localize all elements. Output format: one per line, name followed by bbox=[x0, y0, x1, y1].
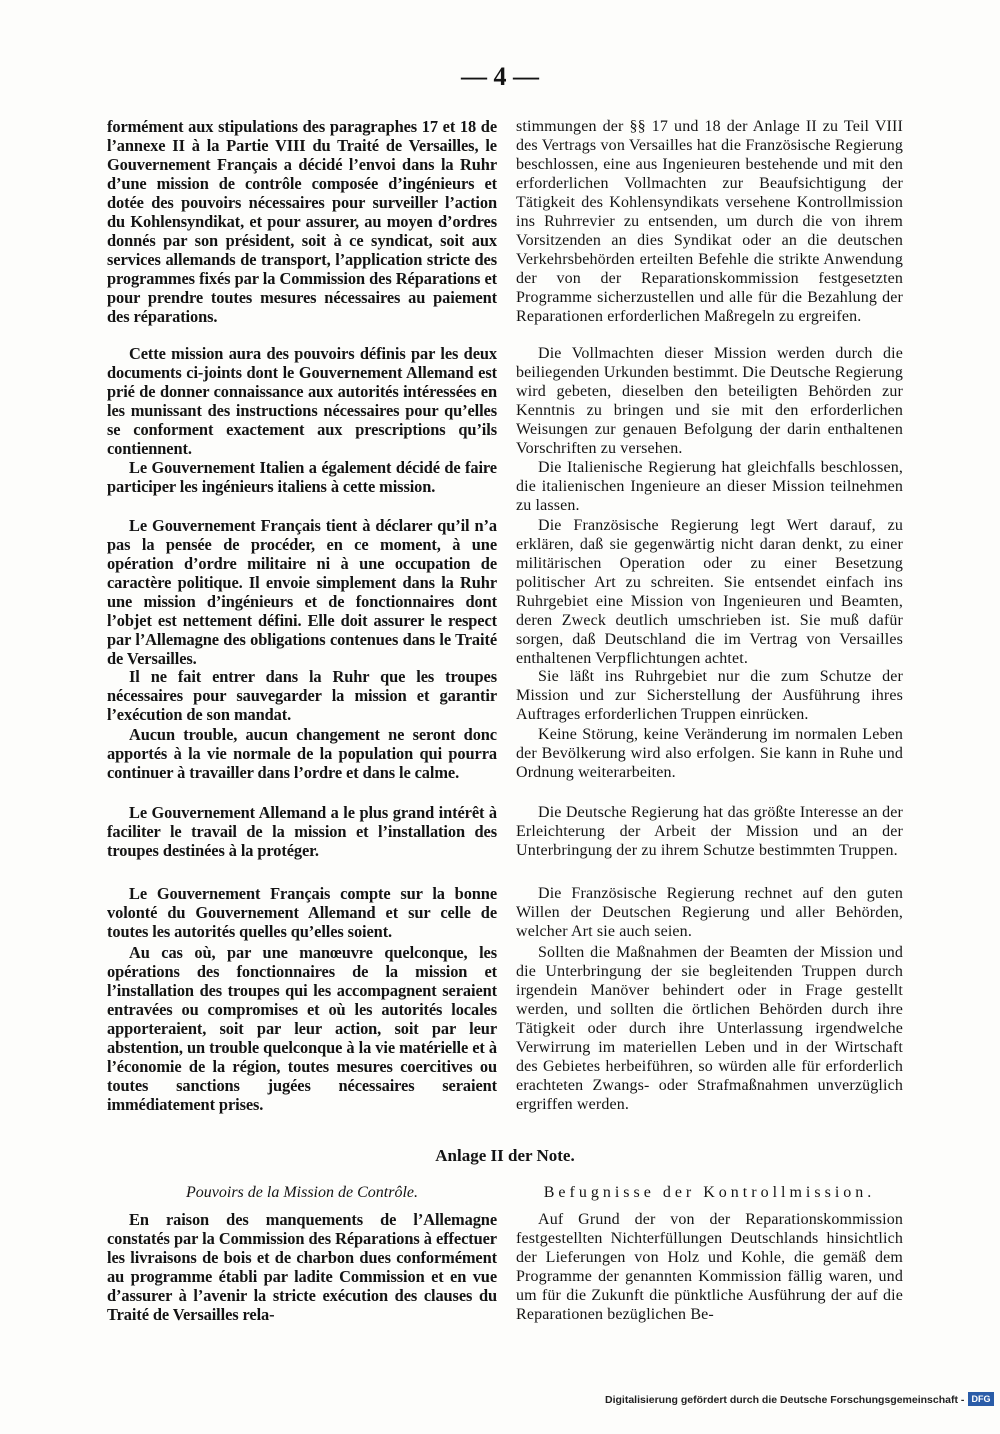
fr-para-1: formément aux stipulations des paragraphes 17 et 18 de l’annexe II à la Partie VIII du Traité de Versailles, le Gouvernement Français a décidé l’envoi dans la Ruhr d’une mission de contrôle composée d’ingénieurs et dotée des pouvoirs nécessaires pour surveiller l’action du Kohlensyndikat, et pour assurer, au moyen d’ordres donnés par son président, soit à ce syndicat, soit aux services allemands de transport, l’application stricte des programmes fixés par la Commission des Réparations et pour prendre toutes mesures nécessaires au paiement des réparations. bbox=[107, 117, 497, 326]
funding-notice: Digitalisierung gefördert durch die Deutsche Forschungsgemeinschaft - bbox=[605, 1394, 965, 1406]
de-para-3: Die Italienische Regierung hat gleichfalls beschlossen, die italienischen Ingenieure an dieser Mission teilnehmen zu lassen. bbox=[516, 459, 903, 514]
dfg-logo: DFG bbox=[968, 1392, 994, 1406]
de-para-9: Sollten die Maßnahmen der Beamten der Mission und die Unterbringung der sie begleitenden Truppen durch irgendein Manöver behindert oder in Frage gestellt werden, und sollten die örtlichen Behörden durch ihre Tätigkeit oder durch ihre Unterlassung irgendwelche Verwirrung im materiellen Leben und in der Wirtschaft des Gebietes herbeiführen, so würden alle für erforderlich erachteten Zwangs- oder Strafmaßnahmen unverzüglich ergriffen werden. bbox=[516, 944, 903, 1113]
de-para-5: Sie läßt ins Ruhrgebiet nur die zum Schutze der Mission und zur Sicherstellung der Ausführung ihres Auftrages erforderlichen Truppen einrücken. bbox=[516, 668, 903, 723]
annex-title-de: Befugnisse der Kontrollmission. bbox=[543, 1184, 876, 1201]
annex-heading: Anlage II der Note. bbox=[435, 1146, 575, 1165]
fr-para-5: Il ne fait entrer dans la Ruhr que les troupes nécessaires pour sauvegarder la mission et garantir l’exécution de son mandat. bbox=[107, 667, 497, 724]
de-para-6: Keine Störung, keine Veränderung im normalen Leben der Bevölkerung wird also erfolgen. Sie kann in Ruhe und Ordnung weiterarbeiten. bbox=[516, 726, 903, 781]
fr-para-8: Le Gouvernement Français compte sur la bonne volonté du Gouvernement Allemand et sur celle de toutes les autorités quelles qu’elles soient. bbox=[107, 884, 497, 941]
de-para-4: Die Französische Regierung legt Wert darauf, zu erklären, daß sie gegenwärtig nicht daran denkt, zu einer militärischen Operation oder zu einer Besetzung politischer Art zu schreiten. Sie entsendet einfach ins Ruhrgebiet eine Mission von Ingenieuren und Beamten, deren Zweck deutlich umschrieben ist. Sie muß dafür sorgen, daß Deutschland die im Vertrag von Versailles enthaltenen Verpflichtungen achtet. bbox=[516, 517, 903, 667]
page-number: — 4 — bbox=[461, 62, 539, 91]
fr-para-6: Aucun trouble, aucun changement ne seront donc apportés à la vie normale de la population qui pourra continuer à travailler dans l’ordre et dans le calme. bbox=[107, 725, 497, 782]
fr-para-4: Le Gouvernement Français tient à déclarer qu’il n’a pas la pensée de procéder, en ce moment, à une opération d’ordre militaire ni à une occupation de caractère politique. Il envoie simplement dans la Ruhr une mission d’ingénieurs et de fonctionnaires dont l’objet est nettement défini. Elle doit assurer le respect par l’Allemagne des obligations contenues dans le Traité de Versailles. bbox=[107, 516, 497, 668]
fr-para-3: Le Gouvernement Italien a également décidé de faire participer les ingénieurs italiens à cette mission. bbox=[107, 458, 497, 496]
de-para-8: Die Französische Regierung rechnet auf den guten Willen der Deutschen Regierung und aller Behörden, welcher Art sie auch seien. bbox=[516, 885, 903, 940]
fr-para-9: Au cas où, par une manœuvre quelconque, les opérations des fonctionnaires de la mission et l’installation des troupes qui les accompagnent seraient entravées ou compromises et où les autorités locales apporteraient, soit par leur action, soit par leur abstention, un trouble quelconque à la vie matérielle et à l’économie de la région, toutes mesures coercitives ou toutes sanctions jugées nécessaires seraient immédiatement prises. bbox=[107, 943, 497, 1114]
annex-title-fr: Pouvoirs de la Mission de Contrôle. bbox=[186, 1184, 418, 1201]
annex-body-fr: En raison des manquements de l’Allemagne constatés par la Commission des Réparations à effectuer les livraisons de bois et de charbon dues conformément au programme établi par ladite Commission et en vue d’assurer à l’avenir la stricte exécution des clauses du Traité de Versailles rela- bbox=[107, 1210, 497, 1324]
annex-body-de: Auf Grund der von der Reparationskommission festgestellten Nichterfüllungen Deutschlands hinsichtlich der Lieferungen von Holz und Kohle, die gemäß dem Programme der genannten Kommission fällig waren, und um für die Zukunft die pünktliche Ausführung der auf die Reparationen bezüglichen Be- bbox=[516, 1211, 903, 1323]
de-para-1: stimmungen der §§ 17 und 18 der Anlage II zu Teil VIII des Vertrags von Versailles hat die Französische Regierung beschlossen, eine aus Ingenieuren bestehende und mit den erforderlichen Vollmachten zur Beaufsichtigung der Tätigkeit des Kohlensyndikats versehene Kontrollmission ins Ruhrrevier zu entsenden, um durch die von ihrem Vorsitzenden an dies Syndikat oder an die deutschen Verkehrsbehörden erteilten Befehle die strikte Anwendung der von der Reparationskommission festgesetzten Programme sicherzustellen und alle für die Bezahlung der Reparationen erforderlichen Maßregeln zu ergreifen. bbox=[516, 118, 903, 325]
fr-para-7: Le Gouvernement Allemand a le plus grand intérêt à faciliter le travail de la mission et l’installation des troupes destinées à la protéger. bbox=[107, 803, 497, 860]
de-para-7: Die Deutsche Regierung hat das größte Interesse an der Erleichterung der Arbeit der Mission und an der Unterbringung der zu ihrem Schutze bestimmten Truppen. bbox=[516, 804, 903, 859]
de-para-2: Die Vollmachten dieser Mission werden durch die beiliegenden Urkunden bestimmt. Die Deutsche Regierung wird gebeten, dieselben den beteiligten Behörden zur Kenntnis zu bringen und sie mit den erforderlichen Weisungen zur genauen Befolgung der darin enthaltenen Vorschriften zu versehen. bbox=[516, 345, 903, 457]
fr-para-2: Cette mission aura des pouvoirs définis par les deux documents ci-joints dont le Gouvernement Allemand est prié de donner connaissance aux autorités intéressées en les munissant des instructions nécessaires pour qu’elles se conforment exactement aux prescriptions qu’ils contiennent. bbox=[107, 344, 497, 458]
